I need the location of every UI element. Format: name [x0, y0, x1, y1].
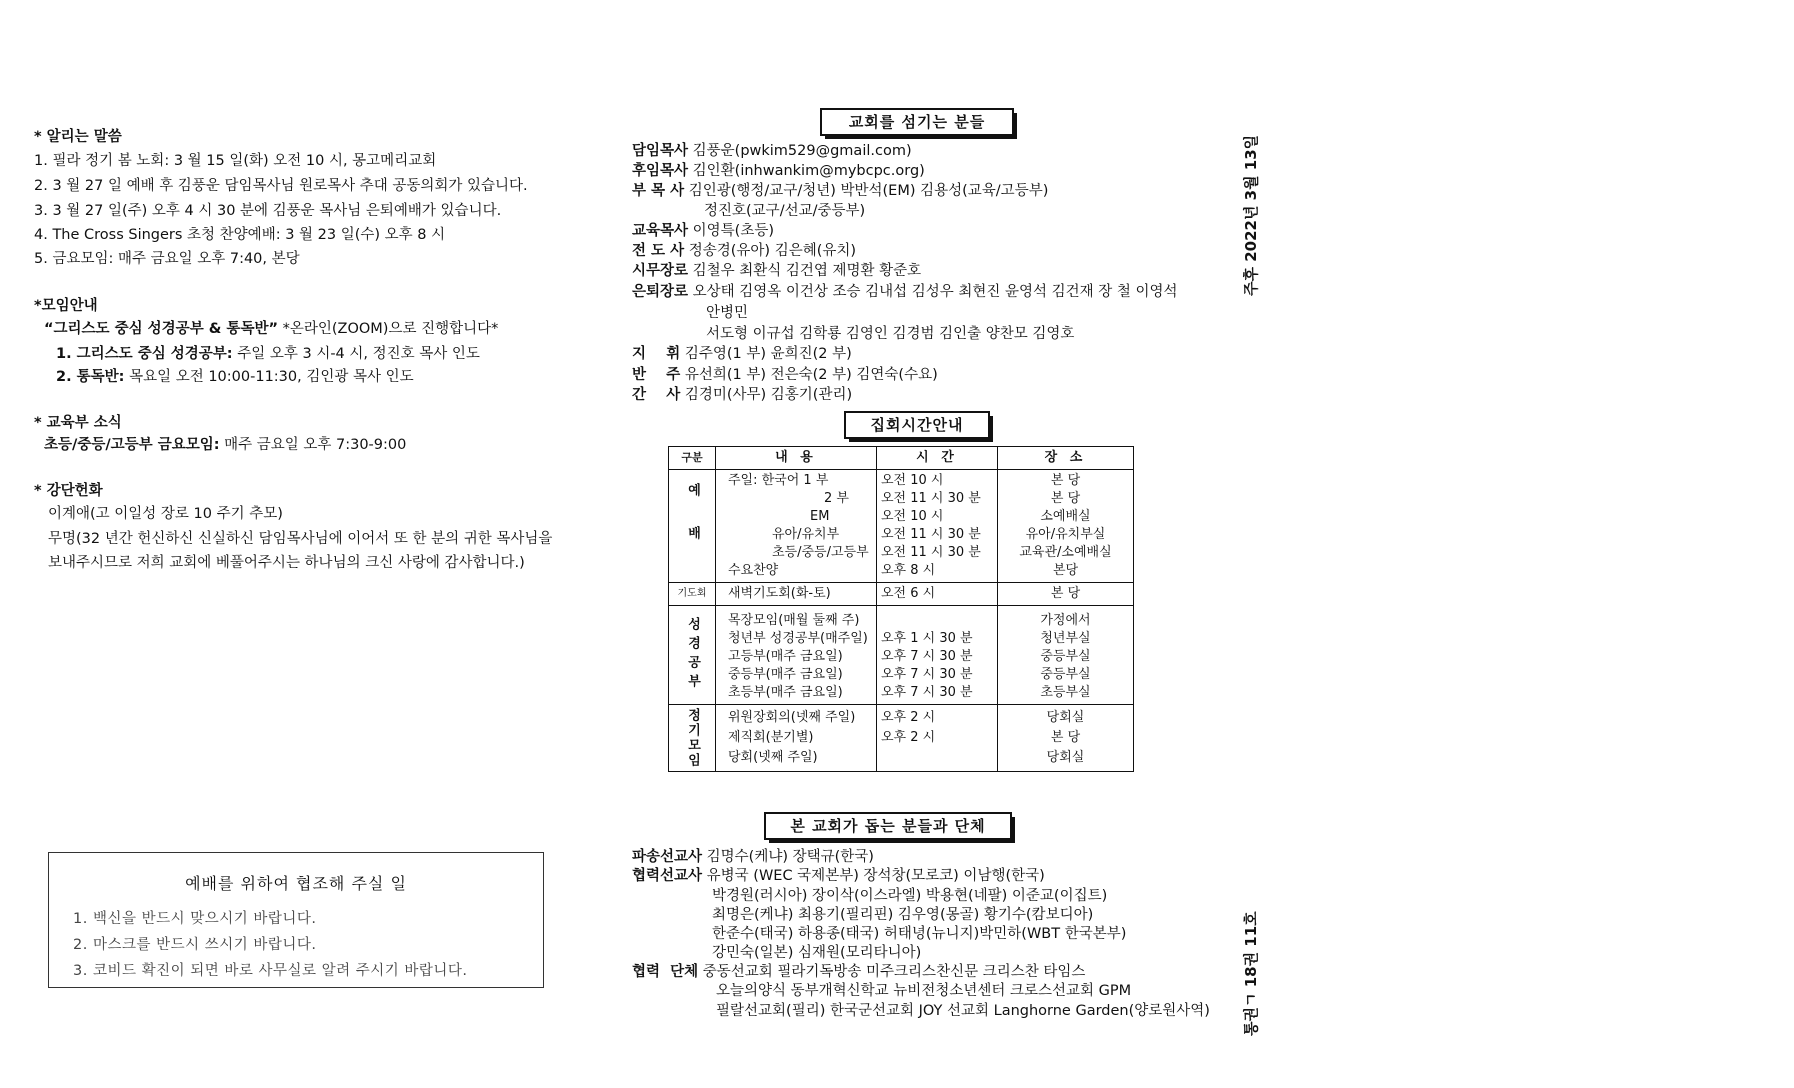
category-bible-study — [669, 606, 716, 705]
meeting-online-detail: *온라인(ZOOM)으로 진행합니다* — [278, 321, 499, 337]
worship-time-cell — [877, 470, 998, 583]
cell-text: EM — [810, 509, 830, 524]
meeting-item-title: 2. 통독반: — [56, 369, 125, 385]
education-item-detail: 매주 금요일 오후 7:30-9:00 — [219, 437, 407, 453]
staff-names: 김주영(1 부) 윤희진(2 부) — [680, 346, 852, 362]
cell-text: 위원장회의(넷째 주일) — [728, 710, 856, 725]
cell-text — [881, 612, 993, 630]
notice-item: 2. 마스크를 반드시 쓰시기 바랍니다. — [73, 937, 317, 953]
mission-row-continued: 한준수(태국) 하용종(태국) 허태녕(뉴니지)박민하(WBT 한국본부) — [712, 926, 1127, 942]
cell-text: 중등부실 — [1040, 667, 1091, 682]
staff-row-continued: 서도형 이규섭 김학룡 김영인 김경범 김인출 양찬모 김영호 — [706, 326, 1075, 342]
mission-category: 파송선교사 — [632, 849, 703, 865]
staff-names: 김경미(사무) 김홍기(관리) — [680, 387, 853, 403]
meeting-item — [56, 345, 480, 363]
notice-title: 예배를 위하여 협조해 주실 일 — [185, 874, 407, 893]
mission-row — [632, 848, 874, 866]
table-row — [669, 470, 1134, 583]
table-row — [669, 583, 1134, 606]
staff-row — [632, 386, 852, 404]
staff-names: 이영특(초등) — [688, 223, 774, 239]
mission-section-title: 본 교회가 돕는 분들과 단체 — [764, 812, 1012, 840]
cell-text: 오후 7 시 30 분 — [881, 685, 973, 700]
announcement-item: 5. 금요모임: 매주 금요일 오후 7:40, 본당 — [34, 251, 300, 267]
staff-role: 간 사 — [632, 387, 681, 403]
bible-content-cell — [716, 606, 877, 705]
staff-names: 김풍운(pwkim529@gmail.com) — [688, 143, 912, 159]
col-header-place: 장 소 — [998, 447, 1134, 470]
mission-names: 김명수(케냐) 장택규(한국) — [702, 849, 874, 865]
education-heading: * 교육부 소식 — [34, 415, 122, 431]
prayer-place-cell: 본 당 — [998, 583, 1134, 606]
meeting-online-note — [44, 320, 498, 338]
mission-row-continued: 최명은(케냐) 최용기(필리핀) 김우영(몽골) 황기수(캄보디아) — [712, 907, 1094, 923]
cell-text: 소예배실 — [1040, 509, 1091, 524]
cell-text: 제직회(분기별) — [728, 730, 814, 745]
table-row — [669, 606, 1134, 705]
education-item-title: 초등/중등/고등부 금요모임: — [44, 437, 220, 453]
cell-text: 목장모임(매월 둘째 주) — [728, 613, 860, 628]
cell-text: 중등부(매주 금요일) — [728, 667, 843, 682]
staff-names: 오상태 김영옥 이건상 조승 김내섭 김성우 최현진 윤영석 김건재 장 철 이영석 — [688, 284, 1178, 300]
cell-text: 초등부실 — [1040, 685, 1091, 700]
category-label: 성경공부 — [685, 617, 700, 693]
announcement-item: 1. 필라 정기 봄 노회: 3 월 15 일(화) 오전 10 시, 몽고메리교회 — [34, 153, 437, 169]
mission-names: 유병국 (WEC 국제본부) 장석창(모로코) 이남행(한국) — [702, 868, 1045, 884]
schedule-table — [668, 446, 1134, 772]
mission-names: 중동선교회 필라기독방송 미주크리스찬신문 크리스찬 타임스 — [698, 964, 1086, 980]
mission-category: 협력 단체 — [632, 964, 699, 980]
bible-place-cell — [998, 606, 1134, 705]
regular-content-cell — [716, 705, 877, 772]
cell-text: 오후 7 시 30 분 — [881, 649, 973, 664]
mission-row-continued: 오늘의양식 동부개혁신학교 뉴비전청소년센터 크로스선교회 GPM — [716, 983, 1132, 999]
bible-time-cell — [877, 606, 998, 705]
staff-role: 시무장로 — [632, 263, 689, 279]
category-regular-meeting — [669, 705, 716, 772]
staff-role: 반 주 — [632, 367, 681, 383]
staff-row — [632, 283, 1178, 301]
announcements-heading: * 알리는 말씀 — [34, 129, 122, 145]
table-header-row — [669, 447, 1134, 470]
flower-offering-item: 이계애(고 이일성 장로 10 주기 추모) — [48, 506, 283, 522]
cell-text: 초등/중등/고등부 — [772, 545, 869, 560]
staff-role: 교육목사 — [632, 223, 689, 239]
staff-role: 담임목사 — [632, 143, 689, 159]
cell-text: 중등부실 — [1040, 649, 1091, 664]
announcement-item: 3. 3 월 27 일(주) 오후 4 시 30 분에 김풍운 목사님 은퇴예배가 있습니다. — [34, 203, 502, 219]
cell-text: 오후 2 시 — [881, 730, 936, 745]
cell-text: 유아/유치부실 — [1025, 527, 1106, 542]
education-item — [44, 436, 406, 454]
worship-content-cell — [716, 470, 877, 583]
cell-text: 유아/유치부 — [772, 527, 840, 542]
cell-text: 당회실 — [1046, 750, 1085, 765]
cell-text: 초등부(매주 금요일) — [728, 685, 843, 700]
cell-text: 오전 10 시 — [881, 473, 944, 488]
cell-text: 오후 7 시 30 분 — [881, 667, 973, 682]
cell-text: 수요찬양 — [728, 563, 779, 578]
cell-text: 오전 11 시 30 분 — [881, 545, 981, 560]
cell-text: 본 당 — [1050, 473, 1081, 488]
staff-names: 유선희(1 부) 전은숙(2 부) 김연숙(수요) — [680, 367, 938, 383]
prayer-time-cell: 오전 6 시 — [877, 583, 998, 606]
announcement-item: 2. 3 월 27 일 예배 후 김풍운 담임목사님 원로목사 추대 공동의회가 있습니다. — [34, 178, 528, 194]
staff-names: 김철우 최환식 김건엽 제명환 황준호 — [688, 263, 922, 279]
staff-role: 후임목사 — [632, 163, 689, 179]
staff-row — [632, 182, 1048, 200]
cell-text: 본 당 — [1050, 730, 1081, 745]
staff-row — [632, 366, 938, 384]
staff-names: 김인광(행정/교구/청년) 박반석(EM) 김용성(교육/고등부) — [684, 183, 1049, 199]
mission-row-continued: 강민숙(일본) 심재원(모리타니아) — [712, 945, 922, 961]
staff-role: 은퇴장로 — [632, 284, 689, 300]
announcement-item: 4. The Cross Singers 초청 찬양예배: 3 월 23 일(수) 오후 8 시 — [34, 227, 446, 243]
staff-row-continued: 안병민 — [706, 305, 749, 321]
category-label: 정기모임 — [685, 708, 700, 768]
staff-row — [632, 222, 774, 240]
col-header-time: 시 간 — [877, 447, 998, 470]
meeting-item-title: 1. 그리스도 중심 성경공부: — [56, 346, 233, 362]
col-header-content: 내 용 — [716, 447, 877, 470]
staff-role: 부 목 사 — [632, 183, 685, 199]
staff-row-continued: 정진호(교구/선교/중등부) — [704, 203, 866, 219]
flower-offering-heading: * 강단헌화 — [34, 483, 103, 499]
mission-row — [632, 963, 1085, 981]
staff-row — [632, 345, 852, 363]
cell-text: 교육관/소예배실 — [1019, 545, 1112, 560]
schedule-section-title: 집회시간안내 — [844, 411, 990, 439]
cell-text: 오후 1 시 30 분 — [881, 631, 973, 646]
mission-category: 협력선교사 — [632, 868, 703, 884]
prayer-content-cell: 새벽기도회(화-토) — [716, 583, 877, 606]
worship-notice-box — [48, 852, 544, 988]
cell-text: 오후 8 시 — [881, 563, 936, 578]
cell-text: 오전 10 시 — [881, 509, 944, 524]
staff-row — [632, 162, 925, 180]
staff-role: 전 도 사 — [632, 243, 685, 259]
cell-text: 청년부실 — [1040, 631, 1091, 646]
cell-text: 오전 11 시 30 분 — [881, 491, 981, 506]
mission-row-continued: 박경원(러시아) 장이삭(이스라엘) 박용현(네팔) 이준교(이집트) — [712, 888, 1108, 904]
staff-row — [632, 142, 912, 160]
cell-text: 본 당 — [1050, 491, 1081, 506]
mission-row — [632, 867, 1045, 885]
category-prayer: 기도회 — [669, 583, 716, 606]
col-header-category: 구분 — [669, 447, 716, 470]
meetings-heading: *모임안내 — [34, 298, 98, 314]
cell-text: 고등부(매주 금요일) — [728, 649, 843, 664]
mission-row-continued: 필랄선교회(필리) 한국군선교회 JOY 선교회 Langhorne Garden(양로원사역) — [716, 1003, 1210, 1019]
notice-item: 3. 코비드 확진이 되면 바로 사무실로 알려 주시기 바랍니다. — [73, 963, 468, 979]
bulletin-volume: 통권ㄱ 18권 11호 — [1242, 911, 1260, 1036]
cell-text: 본당 — [1052, 563, 1079, 578]
regular-place-cell — [998, 705, 1134, 772]
cell-text: 청년부 성경공부(매주일) — [728, 631, 868, 646]
notice-item: 1. 백신을 반드시 맞으시기 바랍니다. — [73, 911, 317, 927]
meeting-online-title: “그리스도 중심 성경공부 & 통독반” — [44, 321, 278, 337]
staff-row — [632, 242, 856, 260]
staff-names: 김인환(inhwankim@mybcpc.org) — [688, 163, 925, 179]
meeting-item — [56, 368, 414, 386]
worship-place-cell — [998, 470, 1134, 583]
cell-text: 오후 2 시 — [881, 710, 936, 725]
cell-text: 2 부 — [824, 491, 849, 506]
cell-text: 오전 11 시 30 분 — [881, 527, 981, 542]
table-row — [669, 705, 1134, 772]
staff-names: 정송경(유아) 김은혜(유치) — [684, 243, 857, 259]
flower-offering-item: 보내주시므로 저희 교회에 베풀어주시는 하나님의 크신 사랑에 감사합니다.) — [48, 555, 525, 571]
regular-time-cell — [877, 705, 998, 772]
category-label: 예배 — [685, 483, 700, 569]
flower-offering-item: 무명(32 년간 헌신하신 신실하신 담임목사님에 이어서 또 한 분의 귀한 목사님을 — [48, 531, 553, 547]
staff-row — [632, 262, 921, 280]
staff-section-title: 교회를 섬기는 분들 — [820, 108, 1014, 136]
staff-role: 지 휘 — [632, 346, 681, 362]
category-worship — [669, 470, 716, 583]
cell-text: 당회(넷째 주일) — [728, 750, 818, 765]
meeting-item-detail: 목요일 오전 10:00-11:30, 김인광 목사 인도 — [124, 369, 414, 385]
cell-text: 당회실 — [1046, 710, 1085, 725]
bulletin-date: 주후 2022년 3월 13일 — [1242, 134, 1260, 296]
meeting-item-detail: 주일 오후 3 시-4 시, 정진호 목사 인도 — [232, 346, 480, 362]
cell-text: 가정에서 — [1040, 613, 1091, 628]
cell-text: 주일: 한국어 1 부 — [728, 473, 829, 488]
